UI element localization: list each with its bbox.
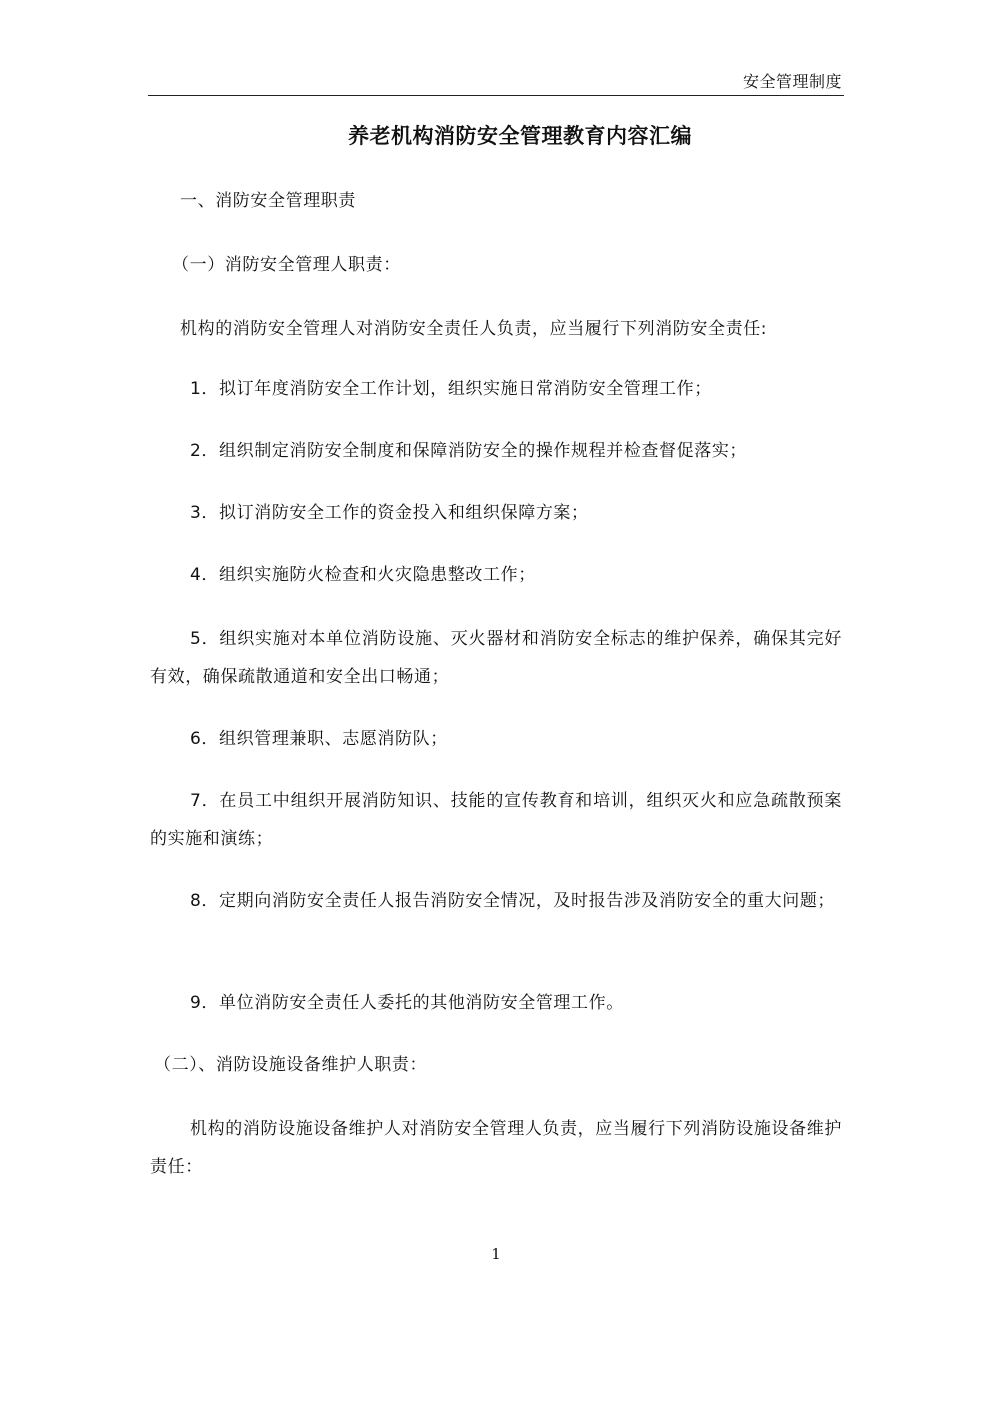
list-item-5: 5．组织实施对本单位消防设施、灭火器材和消防安全标志的维护保养，确保其完好有效，确保疏散通道和安全出口畅通； xyxy=(150,629,842,687)
list-item-1: 1．拟订年度消防安全工作计划，组织实施日常消防安全管理工作； xyxy=(190,379,712,399)
list-item-3: 3．拟订消防安全工作的资金投入和组织保障方案； xyxy=(190,503,589,523)
list-item-4: 4．组织实施防火检查和火灾隐患整改工作； xyxy=(190,565,536,585)
document-title: 养老机构消防安全管理教育内容汇编 xyxy=(348,124,692,148)
list-item-7: 7．在员工中组织开展消防知识、技能的宣传教育和培训，组织灭火和应急疏散预案的实施和演练； xyxy=(150,791,842,849)
page-header-label: 安全管理制度 xyxy=(742,72,842,91)
subsection-1-heading: （一）消防安全管理人职责： xyxy=(172,255,401,275)
list-item-9: 9．单位消防安全责任人委托的其他消防安全管理工作。 xyxy=(190,993,624,1013)
list-item-2: 2．组织制定消防安全制度和保障消防安全的操作规程并检查督促落实； xyxy=(190,441,748,461)
section-1-heading: 一、消防安全管理职责 xyxy=(180,191,356,211)
page-number: 1 xyxy=(491,1245,501,1263)
list-item-6: 6．组织管理兼职、志愿消防队； xyxy=(190,729,448,749)
subsection-2-intro: 机构的消防设施设备维护人对消防安全管理人负责，应当履行下列消防设施设备维护责任： xyxy=(150,1119,842,1177)
subsection-1-intro: 机构的消防安全管理人对消防安全责任人负责，应当履行下列消防安全责任: xyxy=(180,319,768,339)
header-rule xyxy=(148,95,844,96)
list-item-8: 8．定期向消防安全责任人报告消防安全情况，及时报告涉及消防安全的重大问题； xyxy=(190,891,836,911)
subsection-2-heading: （二）、消防设施设备维护人职责： xyxy=(154,1055,428,1075)
